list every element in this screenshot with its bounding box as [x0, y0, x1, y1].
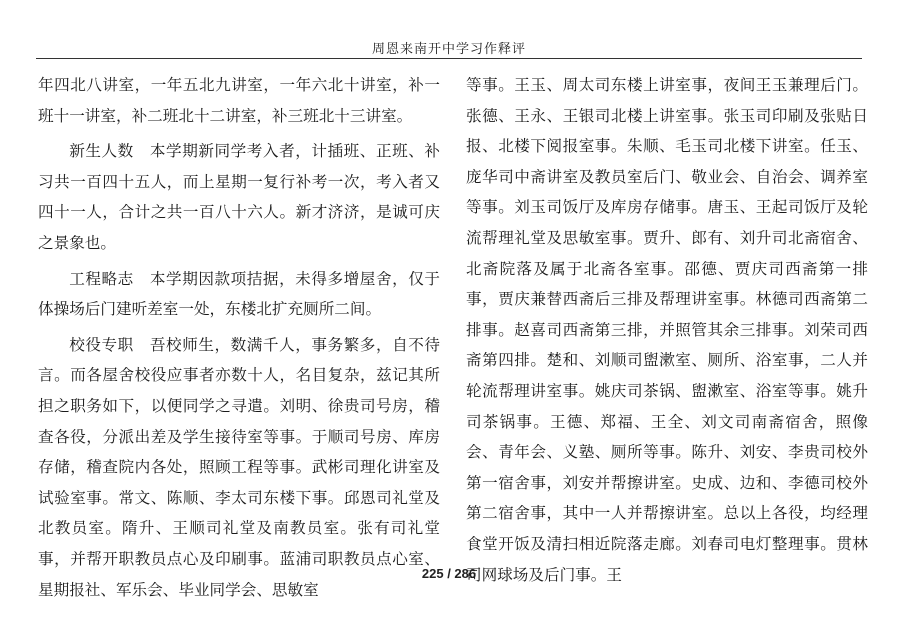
paragraph-construction: 工程略志 本学期因款项拮据，未得多增屋舍，仅于体操场后门建听差室一处，东楼北扩充厕所二间。	[38, 269, 440, 319]
paragraph-staff-duties: 校役专职 吾校师生，数满千人，事务繁多，自不待言。而各屋舍校役应事者亦数十人，名目复杂，兹记其所担之职务如下，以便同学之寻遣。刘明、徐贵司号房，稽查各役，分派出差及学生接待室等事。于顺司号房、库房存储，稽查院内各处，照顾工程等事。武彬司理化讲室及试验室事。常文、陈顺、李太司东楼下事。邱恩司礼堂及北教员室。隋升、王顺司礼堂及南教员室。张有司礼堂事，并帮开职教员点心及印刷事。蓝浦司职教员点心室、星期报社、军乐会、毕业同学会、思敏室	[38, 335, 440, 599]
right-column	[466, 70, 868, 590]
running-header: 周恩来南开中学习作释评	[371, 42, 526, 57]
header-divider	[36, 58, 862, 59]
page-number: 225 / 286	[421, 566, 477, 581]
paragraph-staff-duties-continued: 等事。王玉、周太司东楼上讲室事，夜间王玉兼理后门。张德、王永、王银司北楼上讲室事。张玉司印刷及张贴日报、北楼下阅报室事。朱顺、毛玉司北楼下讲室。任玉、庞华司中斋讲室及教员室后门、敬业会、自治会、调养室等事。刘玉司饭厅及库房存储事。唐玉、王起司饭厅及轮流帮理礼堂及思敏室事。贾升、郎有、刘升司北斋宿舍、北斋院落及属于北斋各室事。邵德、贾庆司西斋第一排事，贾庆兼替西斋后三排及帮理讲室事。林德司西斋第二排事。赵喜司西斋第三排，并照管其余三排事。刘荣司西斋第四排。楚和、刘顺司盥漱室、厕所、浴室事，二人并轮流帮理讲室事。姚庆司茶锅、盥漱室、浴室等事。姚升司茶锅事。王德、郑福、王全、刘文司南斋宿舍，照像会、青年会、义塾、厕所等事。陈升、刘安、李贵司校外第一宿舍事，刘安并帮擦讲室。史成、边和、李德司校外第二宿舍事，其中一人并帮擦讲室。总以上各役，均经理食堂开饭及清扫相近院落走廊。刘春司电灯整理事。贯林司网球场及后门事。王	[466, 76, 868, 584]
left-column	[38, 70, 440, 605]
paragraph-new-students: 新生人数 本学期新同学考入者，计插班、正班、补习共一百四十五人，而上星期一复行补考一次，考入者又四十一人，合计之共一百八十六人。新才济济，是诚可庆之景象也。	[38, 142, 440, 252]
paragraph-continuation: 年四北八讲室，一年五北九讲室，一年六北十讲室，补一班十一讲室，补二班北十二讲室，补三班北十三讲室。	[38, 76, 440, 125]
